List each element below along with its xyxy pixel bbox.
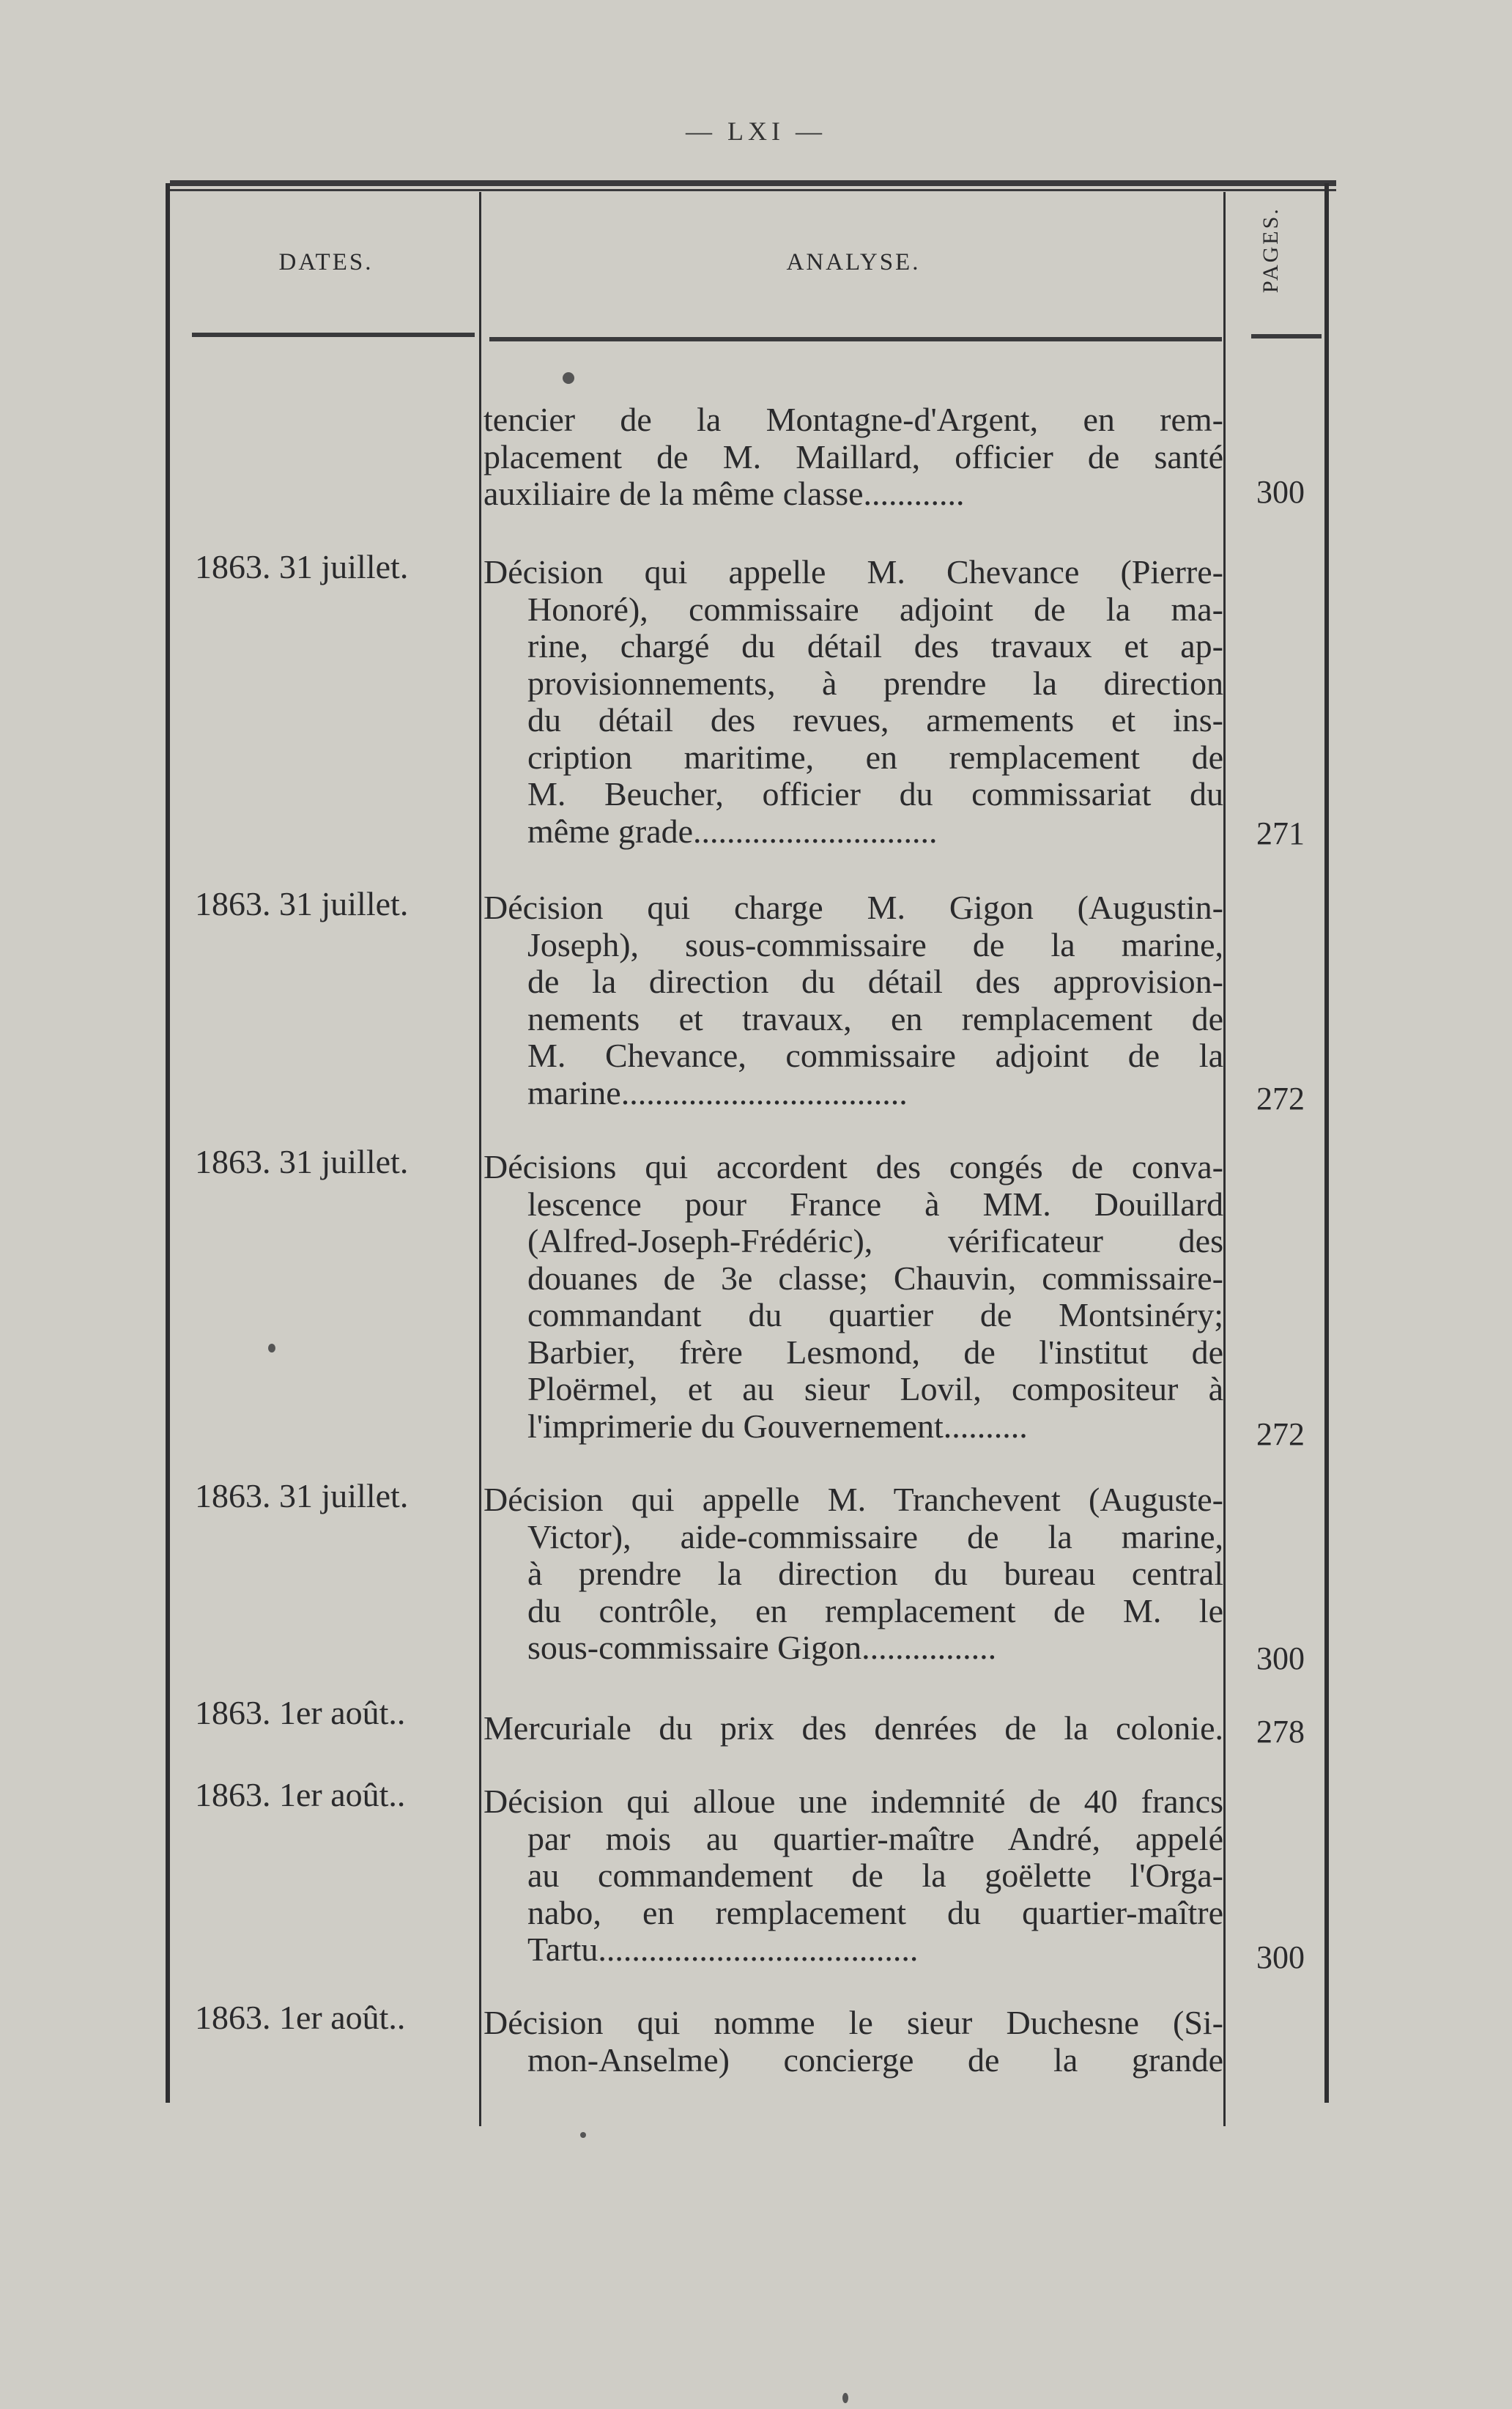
entry-date: 1863. 1er août.. (195, 1694, 406, 1731)
entry-date: 1863. 31 juillet. (195, 885, 409, 922)
page-ref: 272 (1256, 1081, 1305, 1117)
analysis-line: commandant du quartier de Montsinéry; (527, 1296, 1223, 1333)
analysis-line: Décisions qui accordent des congés de conva- (483, 1148, 1223, 1185)
analysis-line: Décision qui nomme le sieur Duchesne (Si- (483, 2004, 1223, 2041)
analysis-line: Décision qui appelle M. Chevance (Pierre- (483, 553, 1223, 591)
analysis-line: placement de M. Maillard, officier de santé (483, 437, 1223, 475)
analysis-text (483, 1710, 1223, 1747)
header-underline-dates (192, 333, 475, 337)
analysis-line: nabo, en remplacement du quartier-maître (527, 1893, 1223, 1931)
ink-speck (563, 372, 574, 384)
analysis-line: sous-commissaire Gigon................ (527, 1629, 997, 1666)
analysis-line: à prendre la direction du bureau central (527, 1555, 1223, 1592)
ink-speck (268, 1344, 275, 1352)
ink-speck (842, 2393, 848, 2403)
analysis-line: Joseph), sous-commissaire de la marine, (527, 925, 1223, 963)
analysis-line: du détail des revues, armements et ins- (527, 701, 1223, 739)
analysis-text (483, 1149, 1223, 1445)
analysis-line: Victor), aide-commissaire de la marine, (527, 1517, 1223, 1555)
header-analyse: ANALYSE. (786, 249, 921, 275)
entry-date: 1863. 31 juillet. (195, 1477, 409, 1514)
entry-date: 1863. 1er août.. (195, 1999, 406, 2036)
page-ref: 300 (1256, 1939, 1305, 1975)
entry-date: 1863. 31 juillet. (195, 1143, 409, 1180)
analysis-line: rine, chargé du détail des travaux et ap- (527, 627, 1223, 665)
page-number: — LXI — (686, 116, 826, 146)
analysis-line: du contrôle, en remplacement de M. le (527, 1591, 1223, 1629)
table-left-border (166, 183, 170, 2103)
analysis-line: cription maritime, en remplacement de (527, 738, 1223, 776)
page-ref: 272 (1256, 1416, 1305, 1452)
analysis-line: même grade............................. (527, 812, 938, 850)
analysis-line: Honoré), commissaire adjoint de la ma- (527, 590, 1223, 628)
analysis-line: l'imprimerie du Gouvernement.......... (527, 1407, 1028, 1445)
analysis-line: M. Beucher, officier du commissariat du (527, 775, 1223, 813)
analysis-line: Décision qui charge M. Gigon (Augustin- (483, 889, 1223, 926)
column-divider-dates (479, 192, 481, 2126)
analysis-text (483, 2005, 1223, 2079)
analysis-line: marine.................................. (527, 1073, 908, 1111)
analysis-line: mon-Anselme) concierge de la grande (527, 2040, 1223, 2079)
table-right-border (1324, 183, 1329, 2103)
analysis-line: Tartu...................................... (527, 1931, 919, 1968)
analysis-line: nements et travaux, en remplacement de (527, 999, 1223, 1037)
analysis-line: Mercuriale du prix des denrées de la colonie. (483, 1709, 1223, 1747)
analysis-line: Barbier, frère Lesmond, de l'institut de (527, 1333, 1223, 1371)
ink-speck (580, 2132, 586, 2138)
header-underline-analyse (489, 337, 1222, 341)
analysis-line: de la direction du détail des approvision- (527, 963, 1223, 1000)
analysis-text (483, 889, 1223, 1111)
analysis-line: auxiliaire de la même classe............ (483, 475, 965, 512)
analysis-line: Ploërmel, et au sieur Lovil, compositeur à (527, 1370, 1223, 1407)
analysis-text (483, 1783, 1223, 1969)
analysis-line: Décision qui appelle M. Tranchevent (Auguste- (483, 1481, 1223, 1518)
analysis-line: au commandement de la goëlette l'Orga- (527, 1857, 1223, 1894)
analysis-text (483, 1481, 1223, 1667)
analysis-line: douanes de 3e classe; Chauvin, commissaire- (527, 1259, 1223, 1297)
entry-date: 1863. 1er août.. (195, 1776, 406, 1813)
analysis-line: M. Chevance, commissaire adjoint de la (527, 1037, 1223, 1074)
page-ref: 271 (1256, 815, 1305, 851)
analysis-line: par mois au quartier-maître André, appelé (527, 1819, 1223, 1857)
header-dates: DATES. (278, 249, 374, 275)
table-top-rule (170, 180, 1336, 186)
page-ref: 300 (1256, 474, 1305, 510)
analysis-line: tencier de la Montagne-d'Argent, en rem- (483, 401, 1223, 438)
analysis-line: provisionnements, à prendre la direction (527, 664, 1223, 702)
header-underline-pages (1251, 334, 1322, 338)
analysis-text (483, 402, 1223, 513)
analysis-line: (Alfred-Joseph-Frédéric), vérificateur des (527, 1222, 1223, 1259)
entry-date: 1863. 31 juillet. (195, 548, 409, 585)
analysis-line: lescence pour France à MM. Douillard (527, 1185, 1223, 1223)
analysis-text (483, 554, 1223, 850)
page-ref: 300 (1256, 1640, 1305, 1676)
analysis-line: Décision qui alloue une indemnité de 40 francs (483, 1783, 1223, 1820)
column-divider-analyse (1223, 192, 1226, 2126)
page-ref: 278 (1256, 1714, 1305, 1750)
table-top-rule-thin (170, 189, 1336, 191)
